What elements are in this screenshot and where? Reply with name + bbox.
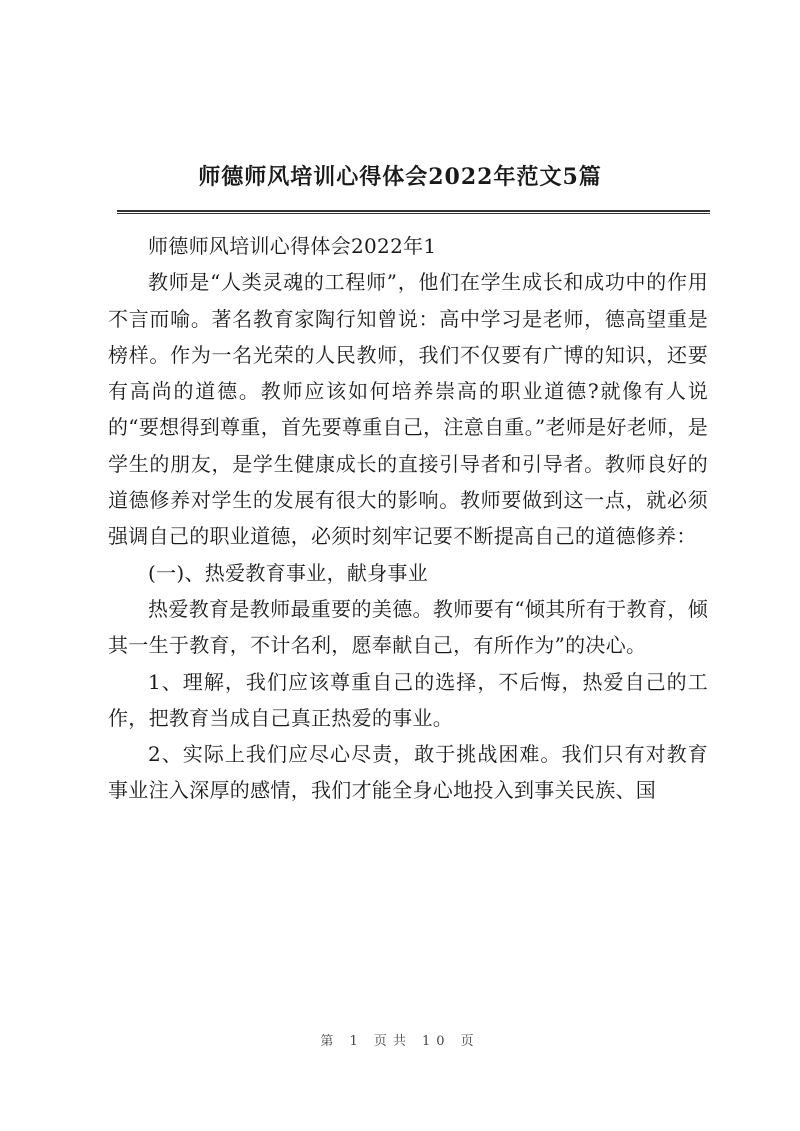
list-item: 1、理解，我们应该尊重自己的选择，不后悔，热爱自己的工作，把教育当成自己真正热爱的事业。 [108, 669, 708, 730]
page-number-footer: 第 1 页共 10 页 [320, 1034, 480, 1049]
document-title: 师德师风培训心得体会2022年范文5篇 [198, 164, 602, 190]
body-paragraph: 热爱教育是教师最重要的美德。教师要有“倾其所有于教育，倾其一生于教育，不计名利，愿奉献自己，有所作为”的决心。 [108, 596, 708, 658]
title-divider [117, 210, 710, 214]
body-paragraph: 教师是“人类灵魂的工程师”，他们在学生成长和成功中的作用不言而喻。著名教育家陶行知曾说：高中学习是老师，德高望重是榜样。作为一名光荣的人民教师，我们不仅要有广博的知识，还要有高尚的道德。教师应该如何培养崇高的职业道德?就像有人说的“要想得到尊重，首先要尊重自己，注意自重。”老师是好老师，是学生的朋友，是学生健康成长的直接引导者和引导者。教师良好的道德修养对学生的发展有很大的影响。教师要做到这一点，就必须强调自己的职业道德，必须时刻牢记要不断提高自己的道德修养： [108, 270, 708, 549]
list-item: 2、实际上我们应尽心尽责，敢于挑战困难。我们只有对教育事业注入深厚的感情，我们才能全身心地投入到事关民族、国 [108, 742, 708, 803]
document-body [108, 228, 708, 809]
subsection-heading: (一)、热爱教育事业，献身事业 [148, 560, 429, 585]
section-heading: 师德师风培训心得体会2022年1 [148, 234, 437, 258]
